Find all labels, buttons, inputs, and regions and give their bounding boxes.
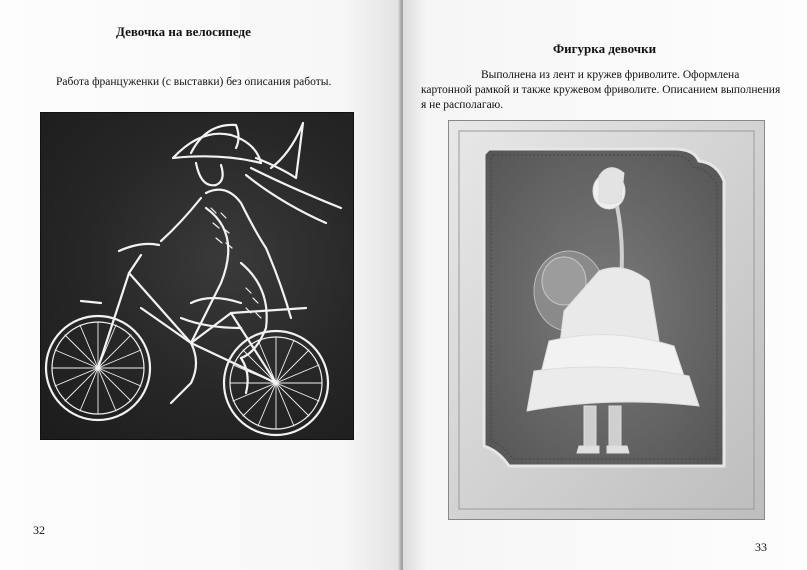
girl-figure-photo (448, 120, 765, 520)
right-page (403, 0, 807, 570)
left-page-number: 32 (33, 523, 45, 537)
framed-figure-illustration (449, 121, 764, 519)
lace-bicycle-illustration (41, 113, 353, 439)
left-page (0, 0, 401, 570)
left-page-caption: Работа француженки (с выставки) без описания работы. (56, 76, 332, 88)
right-page-caption: Выполнена из лент и кружев фриволите. Оформлена картонной рамкой и также кружевом фриволите. Описанием выполнения я не располагаю. (421, 69, 781, 111)
right-page-number: 33 (755, 540, 767, 554)
girl-on-bicycle-photo (40, 112, 354, 440)
right-page-title: Фигурка девочки (553, 41, 657, 56)
left-page-title: Девочка на велосипеде (116, 24, 251, 39)
